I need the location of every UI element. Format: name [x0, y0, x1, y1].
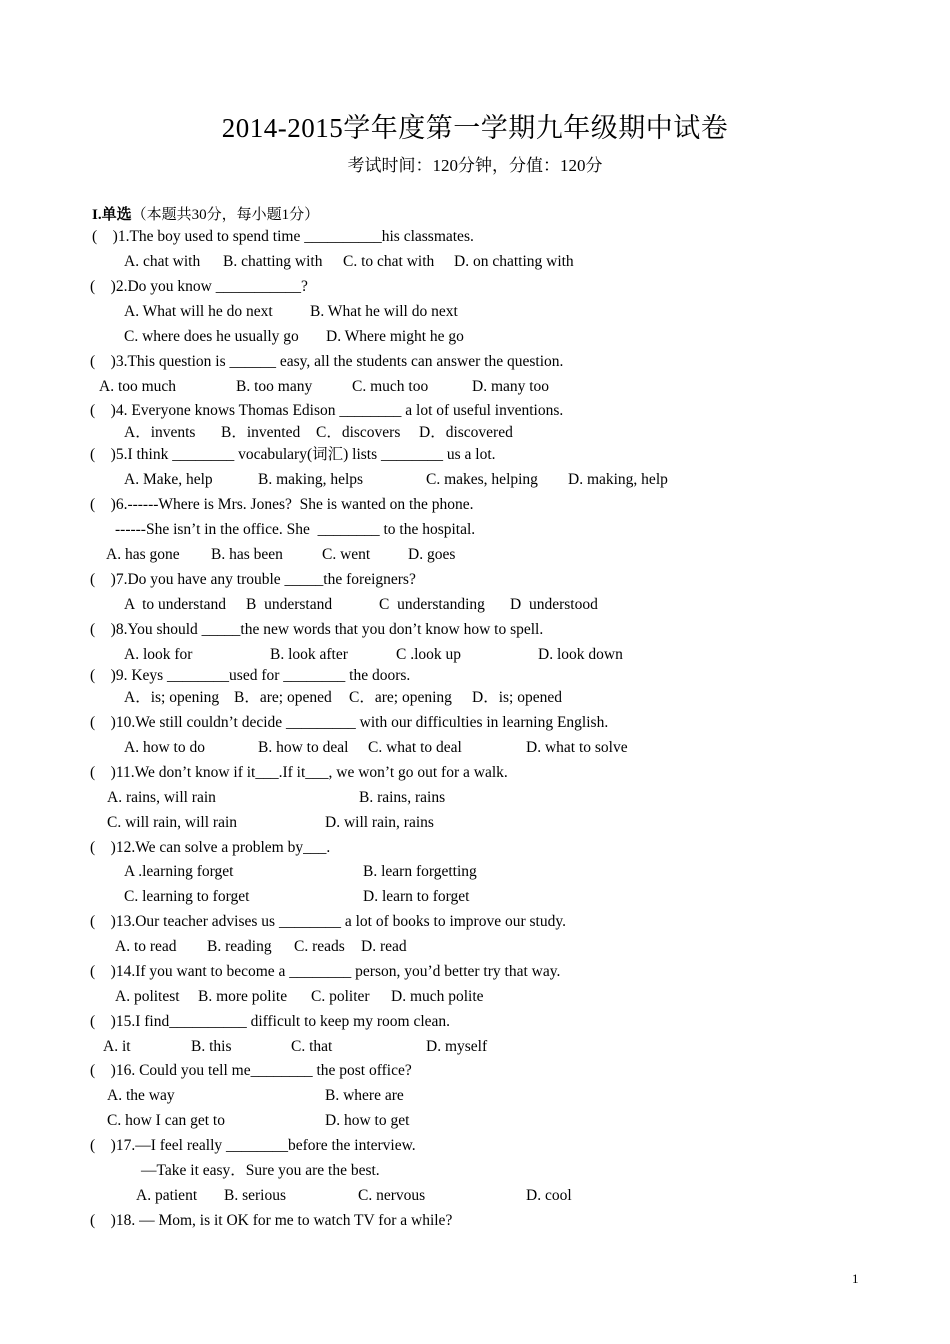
- q17-option-c: C. nervous: [358, 1187, 426, 1204]
- page-title: 2014-2015学年度第一学期九年级期中试卷: [221, 113, 729, 143]
- q10-option-d: D. what to solve: [526, 739, 628, 756]
- question-15-stem: ( )15.I find__________ difficult to keep my room clean.: [90, 1013, 451, 1030]
- q6-option-a: A. has gone: [106, 546, 180, 563]
- q11-option-d: D. will rain, rains: [325, 814, 434, 831]
- q2-option-a: A. What will he do next: [124, 303, 273, 320]
- q3-option-a: A. too much: [99, 378, 177, 395]
- q9-option-d: D．is; opened: [472, 689, 562, 706]
- question-6-stem-reply: ------She isn’t in the office. She ________ to the hospital.: [115, 521, 476, 538]
- question-10-stem: ( )10.We still couldn’t decide _________ with our difficulties in learning English.: [90, 714, 609, 731]
- q17-option-b: B. serious: [224, 1187, 286, 1204]
- question-12-stem: ( )12.We can solve a problem by___.: [90, 839, 331, 856]
- q2-option-c: C. where does he usually go: [124, 328, 299, 345]
- q8-option-d: D. look down: [538, 646, 623, 663]
- q13-option-a: A. to read: [115, 938, 177, 955]
- q14-option-c: C. politer: [311, 988, 370, 1005]
- q14-option-a: A. politest: [115, 988, 180, 1005]
- question-1-stem: ( )1.The boy used to spend time __________his classmates.: [92, 228, 474, 245]
- q10-option-c: C. what to deal: [368, 739, 462, 756]
- q14-option-d: D. much polite: [391, 988, 484, 1005]
- q11-option-c: C. will rain, will rain: [107, 814, 238, 831]
- q6-option-b: B. has been: [211, 546, 283, 563]
- q1-option-d: D. on chatting with: [454, 253, 574, 270]
- q10-option-b: B. how to deal: [258, 739, 349, 756]
- q7-option-c: C understanding: [379, 596, 485, 613]
- q17-option-d: D. cool: [526, 1187, 572, 1204]
- q6-option-d: D. goes: [408, 546, 456, 563]
- q2-option-b: B. What he will do next: [310, 303, 458, 320]
- question-17-stem: ( )17.—I feel really ________before the interview.: [90, 1137, 416, 1154]
- question-13-stem: ( )13.Our teacher advises us ________ a lot of books to improve our study.: [90, 913, 566, 930]
- q11-option-a: A. rains, will rain: [107, 789, 216, 806]
- section-note: （本题共30分，每小题1分）: [131, 207, 320, 223]
- page-number: 1: [852, 1271, 859, 1286]
- q8-option-a: A. look for: [124, 646, 193, 663]
- q7-option-d: D understood: [510, 596, 598, 613]
- q13-option-c: C. reads: [294, 938, 345, 955]
- q15-option-a: A. it: [103, 1038, 131, 1055]
- q5-option-a: A. Make, help: [124, 471, 213, 488]
- q11-option-b: B. rains, rains: [359, 789, 446, 806]
- question-17-stem-reply: —Take it easy．Sure you are the best.: [141, 1162, 380, 1179]
- q12-option-d: D. learn to forget: [363, 888, 470, 905]
- q9-option-b: B．are; opened: [234, 689, 332, 706]
- q4-option-c: C．discovers: [316, 424, 401, 441]
- q13-option-d: D. read: [361, 938, 407, 955]
- q16-option-a: A. the way: [107, 1087, 175, 1104]
- q15-option-d: D. myself: [426, 1038, 488, 1055]
- q1-option-c: C. to chat with: [343, 253, 435, 270]
- q8-option-b: B. look after: [270, 646, 348, 663]
- q1-option-a: A. chat with: [124, 253, 201, 270]
- q7-option-b: B understand: [246, 596, 333, 613]
- q8-option-c: C .look up: [396, 646, 462, 663]
- q3-option-b: B. too many: [236, 378, 313, 395]
- q9-option-a: A．is; opening: [124, 689, 220, 706]
- q15-option-c: C. that: [291, 1038, 333, 1055]
- q12-option-c: C. learning to forget: [124, 888, 250, 905]
- q5-option-c: C. makes, helping: [426, 471, 538, 488]
- q1-option-b: B. chatting with: [223, 253, 323, 270]
- question-11-stem: ( )11.We don’t know if it___.If it___, we won’t go out for a walk.: [90, 764, 508, 781]
- question-3-stem: ( )3.This question is ______ easy, all the students can answer the question.: [90, 353, 564, 370]
- question-2-stem: ( )2.Do you know ___________?: [90, 278, 308, 295]
- section-title: I.单选: [92, 207, 132, 223]
- question-9-stem: ( )9. Keys ________used for ________ the doors.: [90, 667, 411, 684]
- section-heading: [92, 203, 319, 224]
- q3-option-c: C. much too: [352, 378, 429, 395]
- q4-option-d: D．discovered: [419, 424, 513, 441]
- q16-option-c: C. how I can get to: [107, 1112, 225, 1129]
- question-8-stem: ( )8.You should _____the new words that you don’t know how to spell.: [90, 621, 544, 638]
- q4-option-a: A．invents: [124, 424, 196, 441]
- q2-option-d: D. Where might he go: [326, 328, 464, 345]
- question-14-stem: ( )14.If you want to become a ________ person, you’d better try that way.: [90, 963, 561, 980]
- q3-option-d: D. many too: [472, 378, 550, 395]
- q5-option-b: B. making, helps: [258, 471, 364, 488]
- q12-option-b: B. learn forgetting: [363, 863, 477, 880]
- q5-option-d: D. making, help: [568, 471, 668, 488]
- q12-option-a: A .learning forget: [124, 863, 234, 880]
- q6-option-c: C. went: [322, 546, 371, 563]
- question-7-stem: ( )7.Do you have any trouble _____the foreigners?: [90, 571, 416, 588]
- question-5-stem: ( )5.I think ________ vocabulary(词汇) lists ________ us a lot.: [90, 446, 496, 463]
- q16-option-b: B. where are: [325, 1087, 404, 1104]
- question-4-stem: ( )4. Everyone knows Thomas Edison ________ a lot of useful inventions.: [90, 402, 564, 419]
- q9-option-c: C．are; opening: [349, 689, 452, 706]
- q4-option-b: B．invented: [221, 424, 301, 441]
- q14-option-b: B. more polite: [198, 988, 288, 1005]
- q16-option-d: D. how to get: [325, 1112, 410, 1129]
- q17-option-a: A. patient: [136, 1187, 198, 1204]
- q7-option-a: A to understand: [124, 596, 227, 613]
- q13-option-b: B. reading: [207, 938, 272, 955]
- page-subtitle: 考试时间：120分钟，分值：120分: [347, 156, 603, 175]
- q10-option-a: A. how to do: [124, 739, 205, 756]
- q15-option-b: B. this: [191, 1038, 232, 1055]
- question-18-stem: ( )18. — Mom, is it OK for me to watch TV for a while?: [90, 1212, 453, 1229]
- question-16-stem: ( )16. Could you tell me________ the post office?: [90, 1062, 412, 1079]
- question-6-stem: ( )6.------Where is Mrs. Jones? She is wanted on the phone.: [90, 496, 474, 513]
